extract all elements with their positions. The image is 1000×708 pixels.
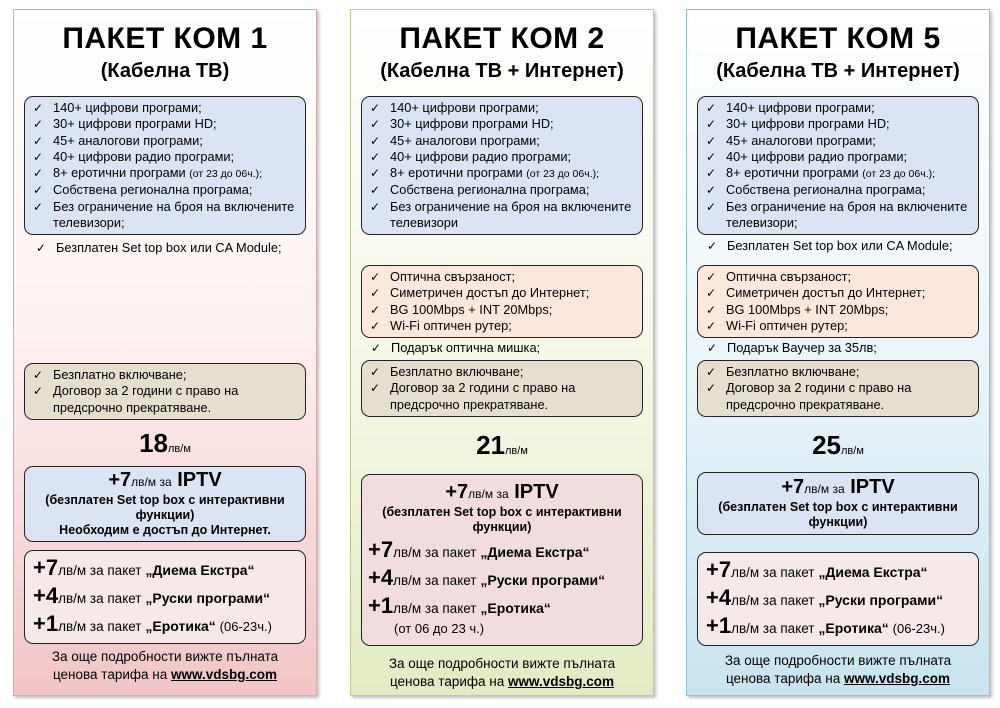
- internet-item: ✓ BG 100Mbps + INT 20Mbps;: [704, 302, 974, 318]
- channel-item: ✓ 8+ еротични програми (от 23 до 06ч.);: [31, 165, 301, 182]
- addon-row: +4лв/м за пакет „Руски програми“: [368, 565, 606, 590]
- addons-box: [24, 550, 306, 644]
- set-top-box-note: ✓ Безплатен Set top box или CA Module;: [705, 238, 985, 254]
- addon-row: +4лв/м за пакет „Руски програми“: [33, 583, 271, 608]
- price-value: 25: [812, 430, 842, 460]
- iptv-description: (безплатен Set top box с интерактивни функции): [382, 505, 622, 534]
- gift-note: ✓ Подарък Ваучер за 35лв;: [705, 340, 985, 356]
- iptv-description: (безплатен Set top box с интерактивни функции): [718, 500, 958, 529]
- channel-item: ✓ 45+ аналогови програми;: [31, 133, 301, 149]
- footer-note: За още подробности вижте пълната ценова тарифа на www.vdsbg.com: [51, 649, 279, 682]
- terms-item: ✓ Безплатно включване;: [704, 364, 974, 380]
- price-unit: лв/м: [505, 445, 528, 457]
- addon-row: +7лв/м за пакет „Диема Екстра“: [368, 537, 590, 562]
- addon-row: +7лв/м за пакет „Диема Екстра“: [706, 557, 928, 582]
- erotic-hours-note: (от 23 до 06ч.);: [526, 168, 600, 181]
- iptv-addons-box: [361, 474, 643, 646]
- addon-row: +7лв/м за пакет „Диема Екстра“: [33, 555, 255, 580]
- terms-item: ✓ Договор за 2 години с право на предсрочно прекратяване.: [31, 383, 301, 416]
- channel-item: ✓ 140+ цифрови програми;: [31, 100, 301, 116]
- channels-box: [24, 96, 306, 235]
- channel-item: ✓ 40+ цифрови радио програми;: [368, 149, 638, 165]
- price-unit: лв/м: [841, 445, 864, 457]
- footer-note: За още подробности вижте пълната ценова тарифа на www.vdsbg.com: [388, 656, 616, 689]
- channel-item: ✓ 8+ еротични програми (от 23 до 06ч.);: [368, 165, 638, 182]
- terms-item: ✓ Договор за 2 години с право на предсрочно прекратяване.: [368, 380, 638, 413]
- channel-item: ✓ 30+ цифрови програми HD;: [368, 116, 638, 132]
- iptv-price: +7: [445, 481, 469, 503]
- iptv-unit: лв/м за: [804, 482, 845, 496]
- iptv-label: IPTV: [850, 476, 895, 498]
- monthly-price: [687, 430, 989, 461]
- internet-item: ✓ BG 100Mbps + INT 20Mbps;: [368, 302, 638, 318]
- internet-item: ✓ Wi-Fi оптичен рутер;: [704, 318, 974, 334]
- addon-row: +1лв/м за пакет „Еротика“ (06-23ч.): [33, 611, 272, 636]
- addons-box: [697, 552, 979, 646]
- iptv-unit: лв/м за: [468, 487, 509, 501]
- website-link[interactable]: www.vdsbg.com: [170, 667, 278, 682]
- iptv-label: IPTV: [514, 481, 559, 503]
- channel-item: ✓ 8+ еротични програми (от 23 до 06ч.);: [704, 165, 974, 182]
- footer-note: За още подробности вижте пълната ценова тарифа на www.vdsbg.com: [724, 653, 952, 686]
- internet-item: ✓ Симетричен достъп до Интернет;: [704, 285, 974, 301]
- terms-item: ✓ Договор за 2 години с право на предсрочно прекратяване.: [704, 380, 974, 413]
- channel-item: ✓ Без ограничение на броя на включените телевизори: [368, 199, 638, 232]
- channel-item: ✓ 140+ цифрови програми;: [704, 100, 974, 116]
- gift-note: ✓ Подарък оптична мишка;: [369, 340, 649, 356]
- internet-item: ✓ Wi-Fi оптичен рутер;: [368, 318, 638, 334]
- iptv-price: +7: [781, 476, 805, 498]
- channels-box: [697, 96, 979, 235]
- package-title: ПАКЕТ КОМ 5: [735, 22, 941, 55]
- iptv-description: (безплатен Set top box с интерактивни функции): [45, 493, 285, 522]
- addon-hours-note: (от 06 до 23 ч.): [394, 621, 485, 636]
- monthly-price: [14, 428, 316, 459]
- terms-box: [697, 360, 979, 417]
- channel-item: ✓ Собствена регионална програма;: [31, 182, 301, 198]
- package-subtitle: (Кабелна ТВ + Интернет): [380, 60, 624, 82]
- package-title: ПАКЕТ КОМ 2: [399, 22, 605, 55]
- addon-row: +4лв/м за пакет „Руски програми“: [706, 585, 944, 610]
- package-com2-card: [350, 9, 654, 696]
- website-link[interactable]: www.vdsbg.com: [507, 674, 615, 689]
- price-value: 18: [139, 428, 169, 458]
- internet-item: ✓ Оптична свързаност;: [368, 269, 638, 285]
- package-title: ПАКЕТ КОМ 1: [62, 22, 268, 55]
- internet-box: [361, 265, 643, 338]
- iptv-box: [24, 466, 306, 542]
- terms-item: ✓ Безплатно включване;: [368, 364, 638, 380]
- internet-box: [697, 265, 979, 338]
- price-value: 21: [476, 430, 506, 460]
- iptv-requirement: Необходим е достъп до Интернет.: [59, 523, 271, 537]
- erotic-hours-note: (от 23 до 06ч.);: [862, 168, 936, 181]
- terms-item: ✓ Безплатно включване;: [31, 367, 301, 383]
- channel-item: ✓ Собствена регионална програма;: [368, 182, 638, 198]
- price-unit: лв/м: [168, 443, 191, 455]
- iptv-box: [697, 472, 979, 535]
- package-com1-card: [13, 9, 317, 696]
- channels-box: [361, 96, 643, 235]
- channel-item: ✓ Собствена регионална програма;: [704, 182, 974, 198]
- addon-row: +1лв/м за пакет „Еротика“: [368, 593, 551, 618]
- terms-box: [24, 363, 306, 420]
- channel-item: ✓ 30+ цифрови програми HD;: [31, 116, 301, 132]
- set-top-box-note: ✓ Безплатен Set top box или CA Module;: [34, 240, 314, 256]
- iptv-price: +7: [108, 469, 132, 491]
- addon-row: +1лв/м за пакет „Еротика“ (06-23ч.): [706, 613, 945, 638]
- internet-item: ✓ Симетричен достъп до Интернет;: [368, 285, 638, 301]
- iptv-label: IPTV: [177, 469, 222, 491]
- monthly-price: [351, 430, 653, 461]
- internet-item: ✓ Оптична свързаност;: [704, 269, 974, 285]
- package-com5-card: [686, 9, 990, 696]
- channel-item: ✓ Без ограничение на броя на включените телевизори;: [704, 199, 974, 232]
- iptv-unit: лв/м за: [131, 475, 172, 489]
- channel-item: ✓ 45+ аналогови програми;: [704, 133, 974, 149]
- channel-item: ✓ 40+ цифрови радио програми;: [31, 149, 301, 165]
- package-subtitle: (Кабелна ТВ): [100, 60, 230, 82]
- channel-item: ✓ 30+ цифрови програми HD;: [704, 116, 974, 132]
- erotic-hours-note: (от 23 до 06ч.);: [189, 168, 263, 181]
- package-subtitle: (Кабелна ТВ + Интернет): [716, 60, 960, 82]
- terms-box: [361, 360, 643, 417]
- channel-item: ✓ Без ограничение на броя на включените телевизори;: [31, 199, 301, 232]
- website-link[interactable]: www.vdsbg.com: [843, 671, 951, 686]
- channel-item: ✓ 40+ цифрови радио програми;: [704, 149, 974, 165]
- channel-item: ✓ 45+ аналогови програми;: [368, 133, 638, 149]
- channel-item: ✓ 140+ цифрови програми;: [368, 100, 638, 116]
